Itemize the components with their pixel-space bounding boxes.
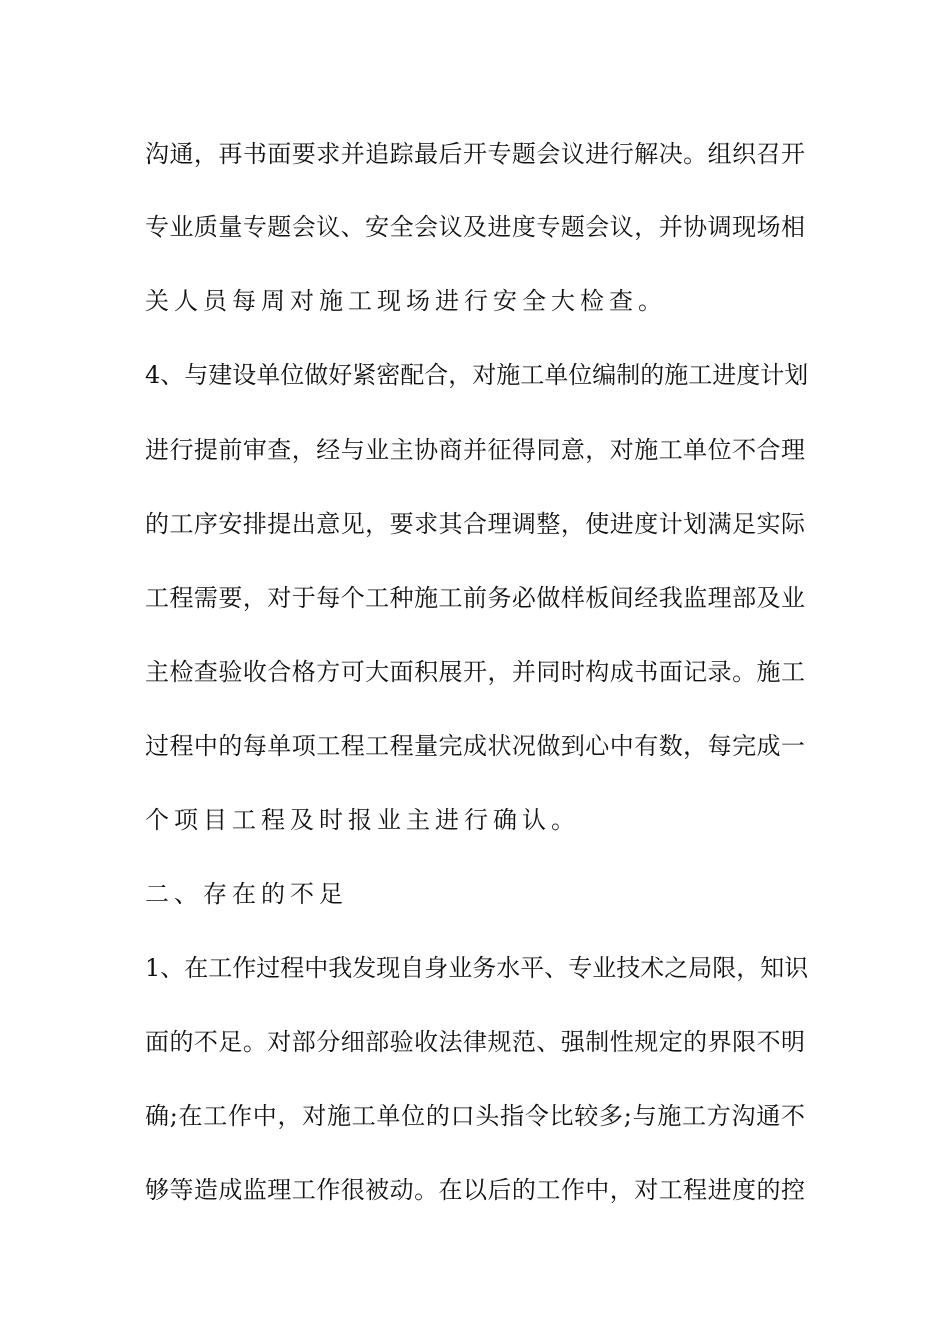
text-line: 够等造成监理工作很被动。在以后的工作中，对工程进度的控	[145, 1176, 805, 1204]
text-line: 确;在工作中，对施工单位的口头指令比较多;与施工方沟通不	[145, 1102, 805, 1130]
text-line: 4、与建设单位做好紧密配合，对施工单位编制的施工进度计划	[145, 361, 809, 389]
text-line: 工程需要，对于每个工种施工前务必做样板间经我监理部及业	[145, 584, 805, 612]
text-line: 1、在工作过程中我发现自身业务水平、专业技术之局限，知识	[145, 954, 809, 982]
text-line: 个项目工程及时报业主进行确认。	[145, 806, 580, 834]
text-line: 沟通，再书面要求并追踪最后开专题会议进行解决。组织召开	[145, 140, 805, 168]
text-line: 关人员每周对施工现场进行安全大检查。	[145, 287, 667, 315]
text-line: 过程中的每单项工程工程量完成状况做到心中有数，每完成一	[145, 732, 805, 760]
text-line: 主检查验收合格方可大面积展开，并同时构成书面记录。施工	[145, 658, 805, 686]
text-line: 的工序安排提出意见，要求其合理调整，使进度计划满足实际	[145, 510, 805, 538]
text-line: 专业质量专题会议、安全会议及进度专题会议，并协调现场相	[145, 213, 805, 241]
text-line: 面的不足。对部分细部验收法律规范、强制性规定的界限不明	[145, 1028, 805, 1056]
section-heading: 二、存在的不足	[145, 880, 348, 908]
text-line: 进行提前审查，经与业主协商并征得同意，对施工单位不合理	[145, 436, 805, 464]
